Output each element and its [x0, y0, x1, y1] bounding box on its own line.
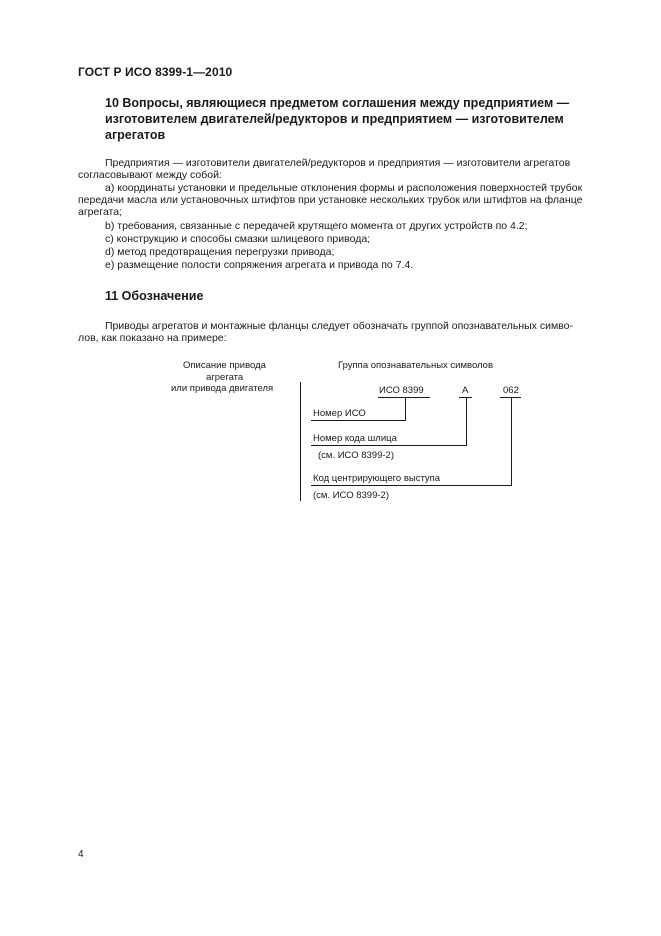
section-11-title: 11 Обозначение	[105, 289, 204, 303]
section-10-intro-line-1: Предприятия — изготовители двигателей/редукторов и предприятия — изготовители агрегатов	[105, 157, 571, 169]
page-number: 4	[78, 849, 84, 860]
section-11-text-line-1: Приводы агрегатов и монтажные фланцы следует обозначать группой опознавательных симво-	[105, 320, 573, 332]
diagram-left-label-line-1: Описание привода	[183, 360, 266, 371]
pilot-reference: (см. ИСО 8399-2)	[313, 490, 389, 501]
diagram-left-label-line-2: агрегата	[206, 372, 244, 383]
diagram-group-label: Группа опознавательных символов	[338, 360, 494, 371]
document-header: ГОСТ Р ИСО 8399-1—2010	[78, 65, 233, 79]
item-a-line-2: передачи масла или установочных штифтов при установке нескольких трубок или штифтов на фланце	[78, 194, 583, 206]
section-10-title-line-1: 10 Вопросы, являющиеся предметом соглашения между предприятием —	[105, 96, 570, 110]
item-e: е) размещение полости сопряжения агрегата и привода по 7.4.	[105, 259, 414, 271]
section-10-title-line-3: агрегатов	[105, 128, 166, 142]
code-letter: А	[462, 385, 469, 396]
section-11-text-line-2: лов, как показано на примере:	[78, 332, 227, 344]
code-number: 062	[503, 385, 519, 396]
diagram-left-label-line-3: или привода двигателя	[171, 383, 274, 394]
section-10-intro-line-2: согласовывают между собой:	[78, 169, 222, 181]
iso-number-label: Номер ИСО	[313, 408, 366, 419]
section-10-title-line-2: изготовителем двигателей/редукторов и предприятием — изготовителем	[105, 112, 564, 126]
spline-code-label: Номер кода шлица	[313, 433, 397, 444]
code-iso: ИСО 8399	[379, 385, 424, 396]
item-c: с) конструкцию и способы смазки шлицевого привода;	[105, 233, 371, 245]
pilot-code-label: Код центрирующего выступа	[313, 473, 441, 484]
spline-reference: (см. ИСО 8399-2)	[318, 450, 394, 461]
item-d: d) метод предотвращения перегрузки привода;	[105, 246, 335, 258]
item-b: b) требования, связанные с передачей крутящего момента от других устройств по 4.2;	[105, 220, 528, 232]
item-a-line-1: а) координаты установки и предельные отклонения формы и расположения поверхностей трубок	[105, 182, 583, 194]
item-a-line-3: агрегата;	[78, 206, 123, 218]
